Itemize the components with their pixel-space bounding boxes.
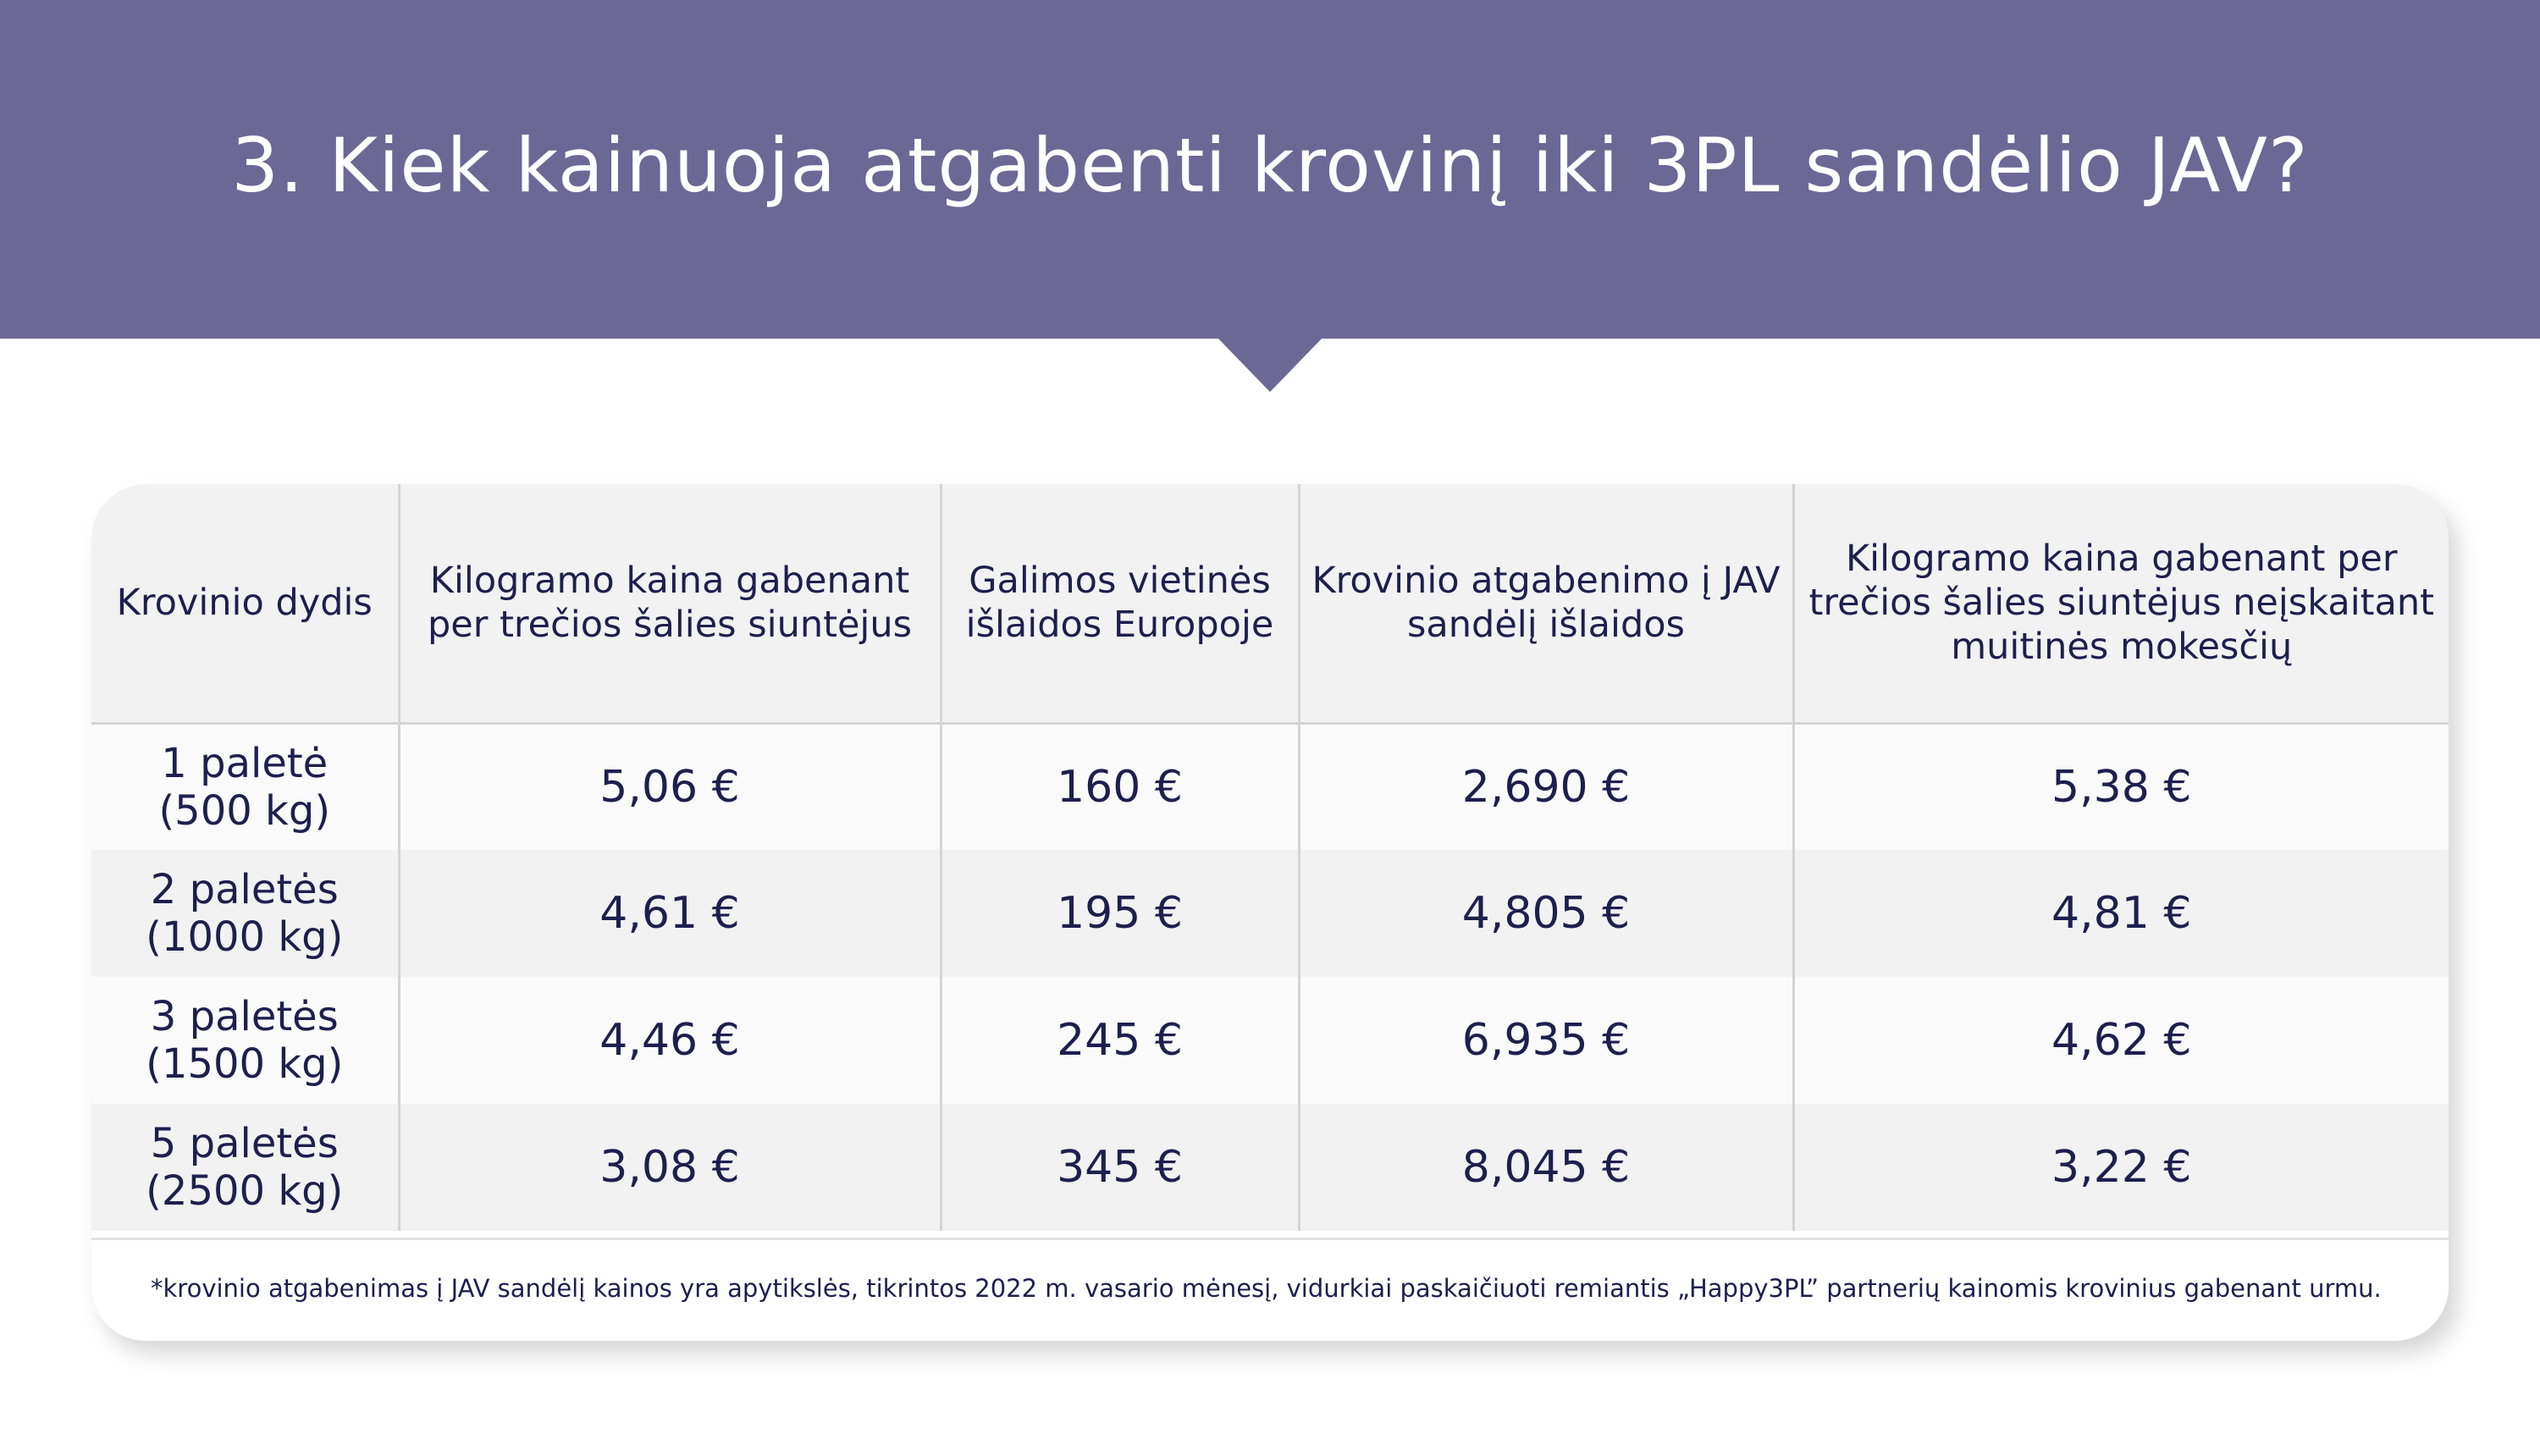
local-costs-cell: 195 € xyxy=(941,850,1299,977)
banner-pointer xyxy=(1218,338,1322,392)
kg-price-excl-customs-cell: 4,81 € xyxy=(1793,850,2449,977)
header-delivery-costs-usa: Krovinio atgabenimo į JAV sandėlį išlaidos xyxy=(1299,484,1793,723)
pallet-weight: (2500 kg) xyxy=(146,1167,344,1215)
kg-price-cell: 4,61 € xyxy=(399,850,941,977)
kg-price-excl-customs-cell: 3,22 € xyxy=(1793,1104,2449,1231)
table-row xyxy=(91,850,2449,977)
local-costs-cell: 245 € xyxy=(941,977,1299,1104)
local-costs-cell: 160 € xyxy=(941,723,1299,850)
header-kg-price-third-party: Kilogramo kaina gabenant per trečios šalies siuntėjus xyxy=(399,484,941,723)
pallet-weight: (1000 kg) xyxy=(146,913,344,961)
cargo-size-cell xyxy=(91,977,399,1104)
kg-price-cell: 4,46 € xyxy=(399,977,941,1104)
kg-price-excl-customs-cell: 4,62 € xyxy=(1793,977,2449,1104)
cargo-size-cell xyxy=(91,1104,399,1231)
delivery-costs-cell: 4,805 € xyxy=(1299,850,1793,977)
pallet-count: 2 paletės xyxy=(150,866,339,913)
kg-price-cell: 3,08 € xyxy=(399,1104,941,1231)
table-row xyxy=(91,723,2449,850)
pallet-weight: (500 kg) xyxy=(158,786,331,835)
delivery-costs-cell: 2,690 € xyxy=(1299,723,1793,850)
local-costs-cell: 345 € xyxy=(941,1104,1299,1231)
kg-price-excl-customs-cell: 5,38 € xyxy=(1793,723,2449,850)
page-title: 3. Kiek kainuoja atgabenti krovinį iki 3PL sandėlio JAV? xyxy=(231,121,2309,209)
header-local-costs-europe: Galimos vietinės išlaidos Europoje xyxy=(941,484,1299,723)
pallet-count: 3 paletės xyxy=(150,993,339,1040)
header-kg-price-excl-customs: Kilogramo kaina gabenant per trečios šalies siuntėjus neįskaitant muitinės mokesčių xyxy=(1793,484,2449,723)
kg-price-cell: 5,06 € xyxy=(399,723,941,850)
cargo-size-cell xyxy=(91,850,399,977)
price-table xyxy=(91,484,2449,1231)
table-row xyxy=(91,1104,2449,1231)
header-cargo-size: Krovinio dydis xyxy=(91,484,399,723)
pallet-count: 1 paletė xyxy=(161,739,329,787)
footnote: *krovinio atgabenimas į JAV sandėlį kainos yra apytikslės, tikrintos 2022 m. vasario mėnesį, vidurkiai paskaičiuoti remiantis „Happy3PL” partnerių kainomis krovinius gabenant urmu. xyxy=(151,1274,2382,1303)
pallet-weight: (1500 kg) xyxy=(146,1040,344,1088)
price-table-card xyxy=(91,484,2449,1341)
delivery-costs-cell: 8,045 € xyxy=(1299,1104,1793,1231)
delivery-costs-cell: 6,935 € xyxy=(1299,977,1793,1104)
table-row xyxy=(91,977,2449,1104)
cargo-size-cell xyxy=(91,723,399,850)
pallet-count: 5 paletės xyxy=(150,1120,339,1167)
table-header-row xyxy=(91,484,2449,723)
